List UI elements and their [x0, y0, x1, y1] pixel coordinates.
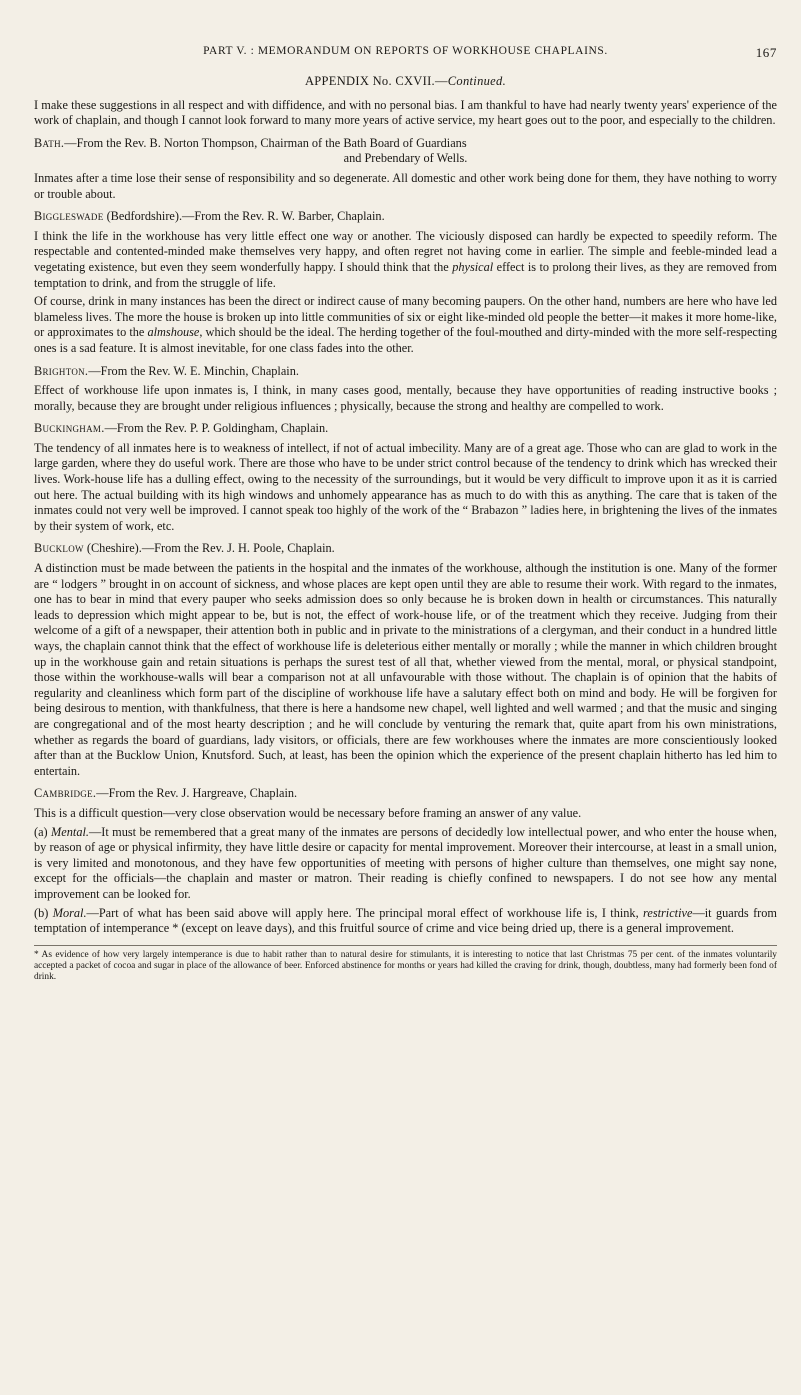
- paragraph: Effect of workhouse life upon inmates is, I think, in many cases good, mentally, because they have opportunities of reading instructive books ; morally, because they are brought under religious influences ; physically, because the strong and healthy are compelled to work.: [34, 383, 777, 413]
- section-heading: [34, 541, 777, 557]
- emphasis: Moral.: [52, 905, 87, 920]
- text-run: —it guards from temptation of intemperance * (except on leave days), and this fruitful source of crime and vice being dried up, there is a general improvement.: [34, 905, 777, 936]
- section-brighton: [34, 364, 777, 415]
- appendix-heading: APPENDIX No. CXVII.—Continued.: [304, 74, 507, 88]
- emphasis: almshouse: [147, 325, 200, 340]
- emphasis: physical: [452, 259, 494, 274]
- page-body: [34, 74, 777, 987]
- heading-text: —From the Rev. P. P. Goldingham, Chaplain.: [104, 421, 329, 436]
- paragraph: Inmates after a time lose their sense of responsibility and so degenerate. All domestic and other work being done for them, they have nothing to worry or trouble about.: [34, 170, 777, 201]
- page-number: 167: [755, 45, 777, 60]
- intro-paragraph: I make these suggestions in all respect and with diffidence, and with no personal bias. I am thankful to have had nearly twenty years' experience of the work of chaplain, and though I cannot look forward to many more years of active service, my heart goes out to the poor, and especially to the children.: [34, 97, 777, 128]
- section-heading: [34, 209, 777, 225]
- section-heading: [34, 364, 777, 380]
- footnote-divider: [34, 945, 777, 946]
- paragraph: [34, 229, 777, 291]
- section-buckingham: [34, 421, 777, 534]
- section-heading: [34, 786, 777, 802]
- place-name: Buckingham.: [34, 421, 105, 436]
- section-bath: [34, 136, 777, 202]
- paragraph: This is a difficult question—very close observation would be necessary before framing an answer of any value.: [34, 805, 582, 820]
- footnote: * As evidence of how very largely intemperance is due to habit rather than to natural desire for stimulants, it is interesting to notice that last Christmas 75 per cent. of the inmates voluntarily accepted a packet of cocoa and sugar in place of the allowance of beer. Enforced abstinence for months or years had killed the craving for drink, though, doubtless, many had formerly been fond of drink.: [34, 949, 777, 983]
- paragraph: The tendency of all inmates here is to weakness of intellect, if not of actual imbecility. Many are of a great age. Those who can are glad to work in the large garden, where they do useful work. There are those who have to be under strict control because of the tendency to drink which has wrecked their lives. Work-house life has a dulling effect, owing to the necessity of the surroundings, but it would be very difficult to improve upon it as it is carried out here. The actual building with its high windows and unhomely appearance has as much to do with this as anything. The care that is taken of the inmates could not very well be improved. I cannot speak too highly of the work of the “ Brabazon ” ladies here, in brightening the lives of the inmates by their system of work, etc.: [34, 440, 777, 533]
- paragraph: A distinction must be made between the patients in the hospital and the inmates of the workhouse, although the institution is one. Many of the former are “ lodgers ” brought in on account of sickness, and whose places are kept open until they are able to resume their work. With regard to the inmates, one has to bear in mind that every pauper who seeks admission does so only because he is broken down in health or circumstances. This naturally leads to depression which might appear to be, but is not, the effect of work-house life, or of the treatment which they receive. Judging from their welcome of a gift of a newspaper, their attention both in public and in private to the ministrations of a clergyman, and their conduct in a hundred little ways, the chaplain cannot think that the effect of workhouse life is deleterious either mentally or morally ; while the manner in which children brought up in the workhouse gain and retain situations is perhaps the surest test of all that, whether viewed from the mental, moral, or physical standpoint, those within the workhouse-walls will bear a comparison not at all unfavourable with those without. The chaplain is of opinion that the habits of regularity and cleanliness which form part of the discipline of workhouse life have a salutary effect both on mind and body. He will be forgiven for being desirous to mention, with thankfulness, that there is here a handsome new chapel, well lighted and well warmed ; and that the music and singing are congregational and of the most hearty description ; and he will conclude by venturing the remark that, quite apart from his own ministrations, whether as regards the board of guardians, lady visitors, or officials, there are few workhouses where the inmates are more conscientiously looked after than at the Bucklow Union, Knutsford. Such, at least, has been the opinion which the experience of the present chaplain hitherto has led him to entertain.: [34, 561, 777, 778]
- text-run: (b): [34, 905, 53, 920]
- heading-text: (Bedfordshire).—From the Rev. R. W. Barber, Chaplain.: [103, 209, 385, 224]
- place-name: Bucklow: [34, 541, 84, 556]
- heading-text: —From the Rev. W. E. Minchin, Chaplain.: [88, 363, 299, 378]
- paragraph: [34, 906, 777, 937]
- emphasis: restrictive: [643, 905, 693, 920]
- place-name: Brighton.: [34, 363, 89, 378]
- running-head-title: PART V. : MEMORANDUM ON REPORTS OF WORKHOUSE CHAPLAINS.: [203, 45, 608, 57]
- heading-text: —From the Rev. B. Norton Thompson, Chairman of the Bath Board of Guardians: [64, 135, 467, 150]
- paragraph: [34, 825, 777, 903]
- appendix-label: APPENDIX No. CXVII.: [304, 74, 435, 88]
- section-bucklow: [34, 541, 777, 779]
- text-run: (a): [34, 824, 52, 839]
- text-run: I think the life in the workhouse has very little effect one way or another. The viciously disposed can hardly be expected to speedily reform. The respectable and contented-minded make themselves very happy, and often regret not having come in earlier. The simple and feeble-minded lead a vegetating existence, but even they seem wonderfully happy. I should think that the: [34, 228, 777, 274]
- running-head: [34, 45, 777, 61]
- text-run: —It must be remembered that a great many of the inmates are persons of decidedly low intellectual power, and who enter the house when, by reason of age or physical infirmity, they have little desire or capacity for mental improvement. Moreover their intercourse, at least in a small union, is very limited and monotonous, and they have few opportunities of meeting with persons of higher culture than themselves, one might say none, except for the officials—the chaplain and master or matron. Their reading is chiefly confined to newspapers. I do not see how any mental improvement can be looked for.: [34, 824, 777, 901]
- place-name: Bath.: [34, 135, 65, 150]
- appendix-continued: Continued.: [447, 74, 507, 88]
- text-run: Of course, drink in many instances has been the direct or indirect cause of many becoming paupers. On the other hand, numbers are here who have led blameless lives. The more the house is broken up into little communities of six or eight like-minded old people the better—it makes it more home-like, or approximates to the: [34, 294, 777, 340]
- heading-text-line2: and Prebendary of Wells.: [343, 151, 468, 166]
- place-name: Biggleswade: [34, 209, 104, 224]
- text-run: , which should be the ideal. The herding together of the foul-mouthed and dirty-minded with the more self-respecting ones is a sad feature. It is almost inevitable, for one class fades into the other.: [34, 325, 777, 355]
- section-heading: [34, 421, 777, 437]
- section-biggleswade: [34, 209, 777, 356]
- text-run: effect is to prolong their lives, as they are removed from temptation to drink, and from the struggle of life.: [34, 259, 777, 290]
- heading-text: (Cheshire).—From the Rev. J. H. Poole, Chaplain.: [83, 541, 335, 556]
- section-heading: [34, 136, 777, 167]
- text-run: —Part of what has been said above will apply here. The principal moral effect of workhouse life is, I think,: [86, 905, 644, 920]
- emphasis: Mental.: [51, 824, 89, 839]
- heading-text: —From the Rev. J. Hargreave, Chaplain.: [96, 786, 298, 801]
- paragraph: [34, 294, 777, 356]
- place-name: Cambridge.: [34, 786, 97, 801]
- section-cambridge: [34, 786, 777, 936]
